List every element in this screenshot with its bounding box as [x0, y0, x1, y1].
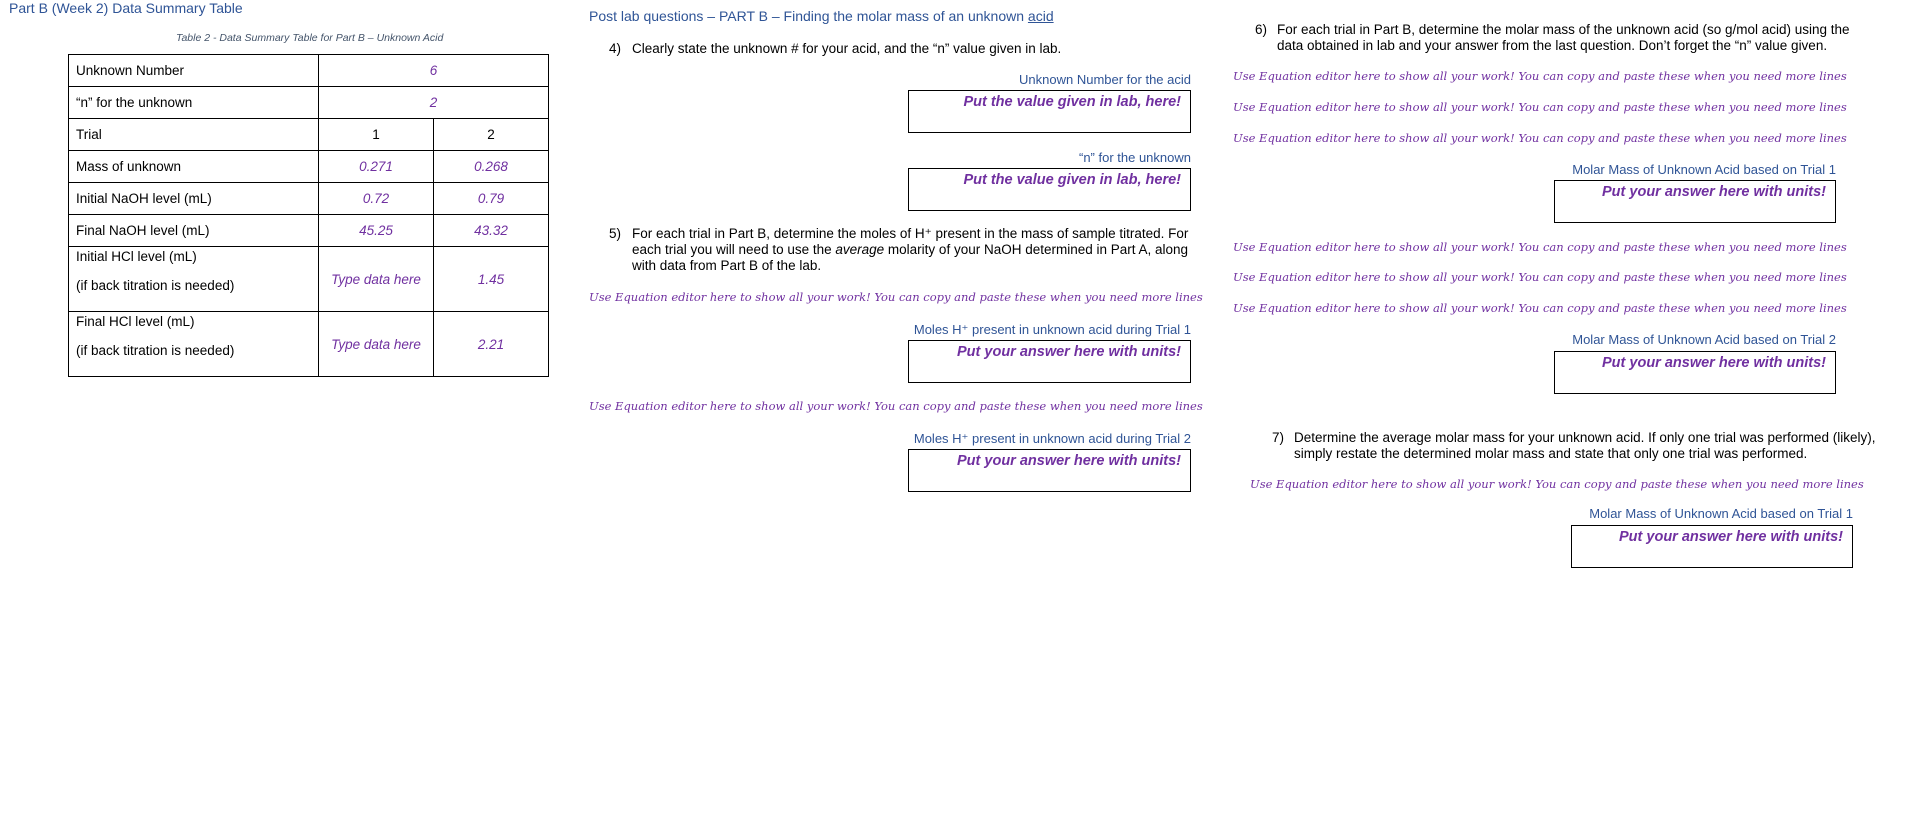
cell-value[interactable]: 0.268 [434, 151, 549, 183]
table-row [69, 119, 549, 151]
row-label: Initial NaOH level (mL) [69, 183, 319, 215]
table-row [69, 312, 549, 377]
row-label: Mass of unknown [69, 151, 319, 183]
row-label-block [69, 247, 319, 312]
answer-placeholder: Put the value given in lab, here! [963, 94, 1181, 110]
cell-value[interactable]: 0.271 [319, 151, 434, 183]
moles-trial2-label: Moles H⁺ present in unknown acid during Trial 2 [913, 431, 1191, 446]
text-span: molarity of your NaOH determined in Part A, along [884, 242, 1189, 257]
n-value-answer-box[interactable] [908, 168, 1191, 211]
cell-value[interactable]: 43.32 [434, 215, 549, 247]
question-text-line: For each trial in Part B, determine the molar mass of the unknown acid (so g/mol acid) using the [1277, 22, 1850, 37]
cell-value[interactable]: Type data here [319, 312, 434, 377]
emphasis-text: average [835, 242, 885, 257]
trial-1-header: 1 [319, 119, 434, 151]
row-sublabel: (if back titration is needed) [76, 343, 235, 358]
molar-mass-trial1-label: Molar Mass of Unknown Acid based on Trial 1 [1572, 162, 1836, 177]
row-sublabel: (if back titration is needed) [76, 278, 235, 293]
post-lab-heading [589, 8, 1054, 24]
cell-value[interactable]: 0.79 [434, 183, 549, 215]
question-number: 4) [609, 41, 622, 56]
equation-work-line[interactable]: Use Equation editor here to show all your work! You can copy and paste these when you need more lines [1233, 100, 1847, 114]
question-text [1294, 430, 1876, 462]
question-text-line: simply restate the determined molar mass and state that only one trial was performed. [1294, 446, 1808, 461]
question-text [1277, 22, 1850, 54]
question-number: 7) [1272, 430, 1285, 445]
moles-trial1-answer-box[interactable] [908, 340, 1191, 383]
table-row [69, 55, 549, 87]
molar-mass-trial2-answer-box[interactable] [1554, 351, 1836, 394]
table-caption: Table 2 - Data Summary Table for Part B – Unknown Acid [176, 32, 444, 44]
question-text [632, 226, 1188, 274]
question-6 [1255, 22, 1855, 56]
post-lab-heading-text: Post lab questions – PART B – Finding the molar mass of an unknown [589, 8, 1028, 24]
text-span: each trial you will need to use the [632, 242, 836, 257]
unknown-number-label: Unknown Number for the acid [1019, 72, 1191, 87]
n-value-label: “n” for the unknown [1078, 150, 1191, 165]
row-label: “n” for the unknown [69, 87, 319, 119]
answer-placeholder: Put your answer here with units! [1602, 355, 1826, 371]
equation-work-line[interactable]: Use Equation editor here to show all your work! You can copy and paste these when you need more lines [1233, 69, 1847, 83]
equation-work-line[interactable]: Use Equation editor here to show all your work! You can copy and paste these when you need more lines [1250, 477, 1864, 491]
answer-placeholder: Put the value given in lab, here! [963, 172, 1181, 188]
moles-trial1-label: Moles H⁺ present in unknown acid during Trial 1 [913, 322, 1191, 337]
section-heading-data-summary: Part B (Week 2) Data Summary Table [9, 0, 243, 16]
table-row [69, 215, 549, 247]
equation-work-line[interactable]: Use Equation editor here to show all your work! You can copy and paste these when you need more lines [589, 399, 1203, 413]
row-label: Initial HCl level (mL) [76, 249, 197, 264]
question-number: 5) [609, 226, 622, 241]
moles-trial2-answer-box[interactable] [908, 449, 1191, 492]
cell-value[interactable]: 2.21 [434, 312, 549, 377]
table-row [69, 87, 549, 119]
unknown-number-value[interactable]: 6 [319, 55, 549, 87]
question-text-line: Determine the average molar mass for your unknown acid. If only one trial was performed (likely), [1294, 430, 1876, 445]
molar-mass-trial1-answer-box[interactable] [1554, 180, 1836, 223]
equation-work-line[interactable]: Use Equation editor here to show all your work! You can copy and paste these when you need more lines [1233, 270, 1847, 284]
answer-placeholder: Put your answer here with units! [1619, 529, 1843, 545]
question-text-line: with data from Part B of the lab. [632, 258, 822, 273]
equation-work-line[interactable]: Use Equation editor here to show all your work! You can copy and paste these when you need more lines [1233, 131, 1847, 145]
row-label: Final HCl level (mL) [76, 314, 195, 329]
equation-work-line[interactable]: Use Equation editor here to show all your work! You can copy and paste these when you need more lines [1233, 240, 1847, 254]
cell-value[interactable]: 1.45 [434, 247, 549, 312]
row-label: Unknown Number [69, 55, 319, 87]
average-molar-mass-label: Molar Mass of Unknown Acid based on Trial 1 [1589, 506, 1853, 521]
post-lab-heading-underlined: acid [1027, 8, 1054, 24]
trial-2-header: 2 [434, 119, 549, 151]
equation-work-line[interactable]: Use Equation editor here to show all your work! You can copy and paste these when you need more lines [589, 290, 1203, 304]
row-label: Trial [69, 119, 319, 151]
answer-placeholder: Put your answer here with units! [957, 453, 1181, 469]
table-row [69, 151, 549, 183]
question-text-line [632, 242, 1188, 258]
question-text: Clearly state the unknown # for your acid, and the “n” value given in lab. [632, 41, 1062, 56]
cell-value[interactable]: 0.72 [319, 183, 434, 215]
n-value[interactable]: 2 [319, 87, 549, 119]
question-4 [609, 41, 1169, 57]
question-text-line: data obtained in lab and your answer from the last question. Don’t forget the “n” value given. [1277, 38, 1828, 53]
molar-mass-trial2-label: Molar Mass of Unknown Acid based on Trial 2 [1572, 332, 1836, 347]
unknown-number-answer-box[interactable] [908, 90, 1191, 133]
table-row [69, 247, 549, 312]
average-molar-mass-answer-box[interactable] [1571, 525, 1853, 568]
question-number: 6) [1255, 22, 1268, 37]
question-5 [609, 226, 1189, 276]
row-label-block [69, 312, 319, 377]
question-text-line: For each trial in Part B, determine the moles of H⁺ present in the mass of sample titrated. For [632, 226, 1189, 241]
cell-value[interactable]: 45.25 [319, 215, 434, 247]
question-7 [1272, 430, 1892, 464]
row-label: Final NaOH level (mL) [69, 215, 319, 247]
answer-placeholder: Put your answer here with units! [957, 344, 1181, 360]
answer-placeholder: Put your answer here with units! [1602, 184, 1826, 200]
equation-work-line[interactable]: Use Equation editor here to show all your work! You can copy and paste these when you need more lines [1233, 301, 1847, 315]
cell-value[interactable]: Type data here [319, 247, 434, 312]
data-summary-table [68, 54, 549, 377]
table-row [69, 183, 549, 215]
